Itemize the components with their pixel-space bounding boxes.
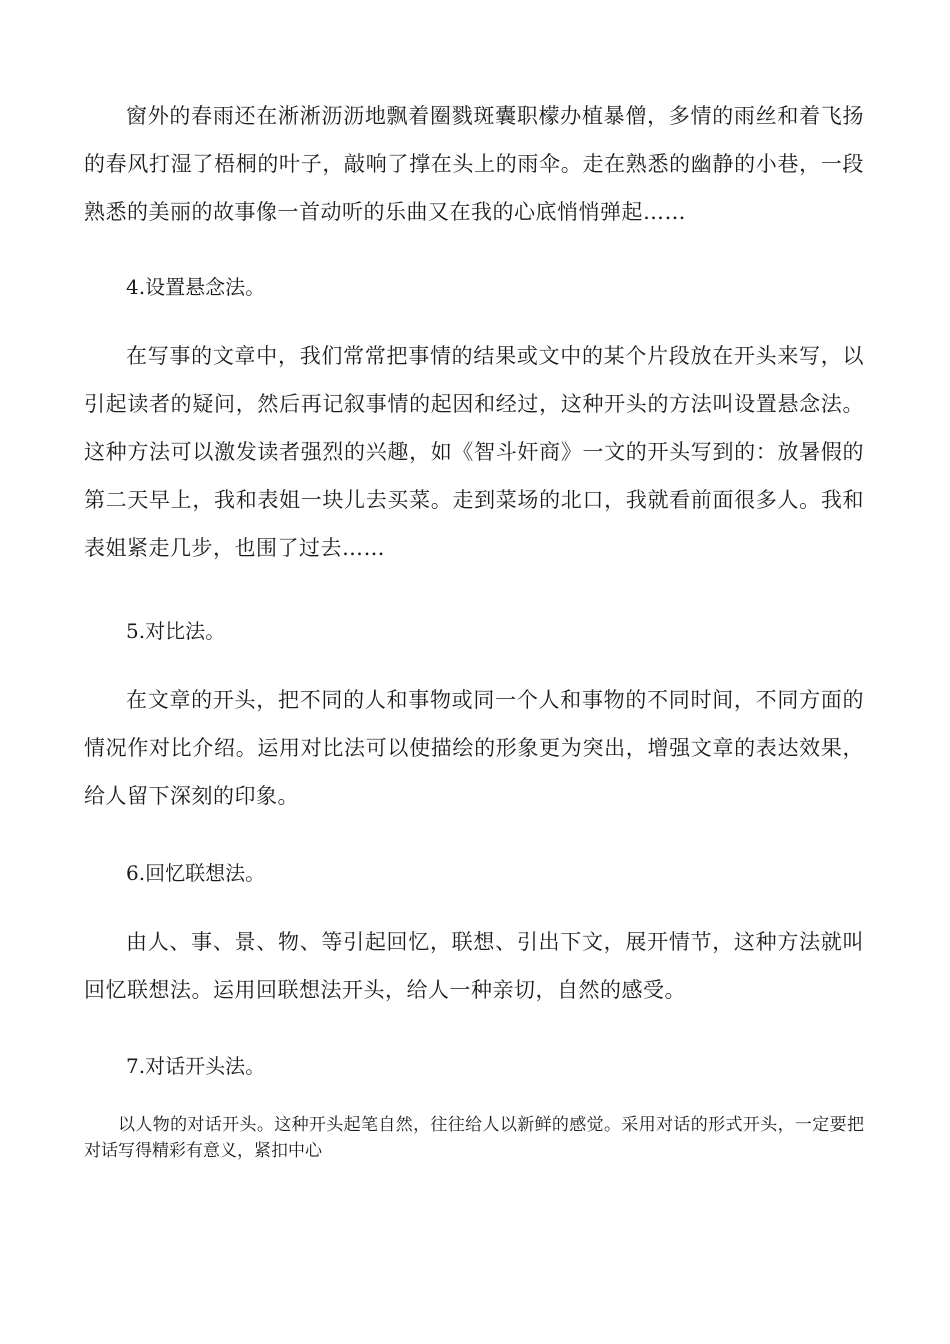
heading-dialogue-method: 7.对话开头法。 xyxy=(126,1054,266,1078)
paragraph-suspense-method: 在写事的文章中，我们常常把事情的结果或文中的某个片段放在开头来写，以引起读者的疑问，然后再记叙事情的起因和经过，这种开头的方法叫设置悬念法。这种方法可以激发读者强烈的兴趣，如《智斗奸商》一文的开头写到的：放暑假的第二天早上，我和表姐一块儿去买菜。走到菜场的北口，我就看前面很多人。我和表姐紧走几步，也围了过去…… xyxy=(84,344,864,560)
heading-recall-method: 6.回忆联想法。 xyxy=(126,861,266,885)
paragraph-dialogue-method: 以人物的对话开头。这种开头起笔自然，往往给人以新鲜的感觉。采用对话的形式开头，一定要把对话写得精彩有意义，紧扣中心 xyxy=(84,1115,864,1161)
heading-suspense-method: 4.设置悬念法。 xyxy=(126,275,266,299)
paragraph-spring-rain: 窗外的春雨还在淅淅沥沥地飘着圈戮斑囊职檬办植暴僧，多情的雨丝和着飞扬的春风打湿了梧桐的叶子，敲响了撑在头上的雨伞。走在熟悉的幽静的小巷，一段熟悉的美丽的故事像一首动听的乐曲又在我的心底悄悄弹起…… xyxy=(84,104,864,224)
paragraph-contrast-method: 在文章的开头，把不同的人和事物或同一个人和事物的不同时间，不同方面的情况作对比介绍。运用对比法可以使描绘的形象更为突出，增强文章的表达效果，给人留下深刻的印象。 xyxy=(84,688,864,808)
paragraph-recall-method: 由人、事、景、物、等引起回忆，联想、引出下文，展开情节，这种方法就叫回忆联想法。运用回联想法开头，给人一种亲切，自然的感受。 xyxy=(84,930,864,1002)
heading-contrast-method: 5.对比法。 xyxy=(126,619,226,643)
